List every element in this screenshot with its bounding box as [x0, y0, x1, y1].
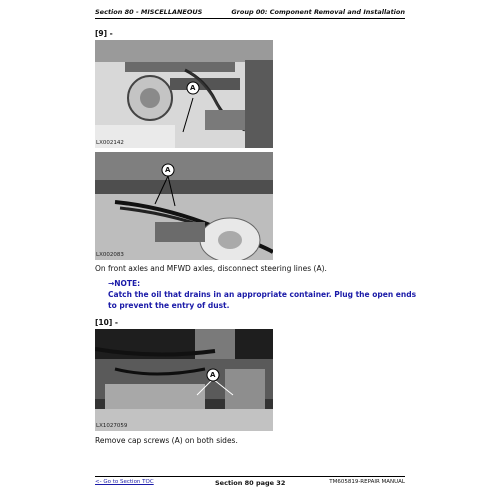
figure-lx002083 — [95, 152, 273, 260]
note-text: Catch the oil that drains in an appropriate container. Plug the open ends to prevent the entry of dust. — [108, 290, 417, 310]
footer-page-number: Section 80 page 32 — [215, 479, 286, 487]
section-title: Section 80 - MISCELLANEOUS — [95, 8, 203, 16]
group-title: Group 00: Component Removal and Installation — [231, 8, 405, 16]
step-9-instruction: On front axles and MFWD axles, disconnect steering lines (A). — [95, 264, 327, 273]
callout-a: A — [165, 166, 171, 174]
step-9-label: [9] - — [95, 29, 113, 38]
callout-a: A — [210, 371, 216, 379]
figure-lx1027059 — [95, 329, 273, 431]
step-10-label: [10] - — [95, 318, 119, 327]
go-to-section-toc-link[interactable]: <- Go to Section TOC — [95, 479, 154, 485]
figure-id-lx002083: LX002083 — [96, 252, 124, 258]
footer-toc — [95, 479, 154, 485]
callout-a: A — [190, 84, 196, 92]
note-heading: →NOTE: — [108, 279, 141, 288]
figure-lx002142 — [95, 40, 273, 148]
figure-id-lx002142: LX002142 — [96, 140, 124, 146]
header-divider — [95, 18, 405, 19]
footer-manual-id: TM605819-REPAIR MANUAL — [329, 479, 405, 485]
figure-id-lx1027059: LX1027059 — [96, 423, 128, 429]
step-10-instruction: Remove cap screws (A) on both sides. — [95, 436, 238, 445]
footer-divider — [95, 476, 405, 477]
